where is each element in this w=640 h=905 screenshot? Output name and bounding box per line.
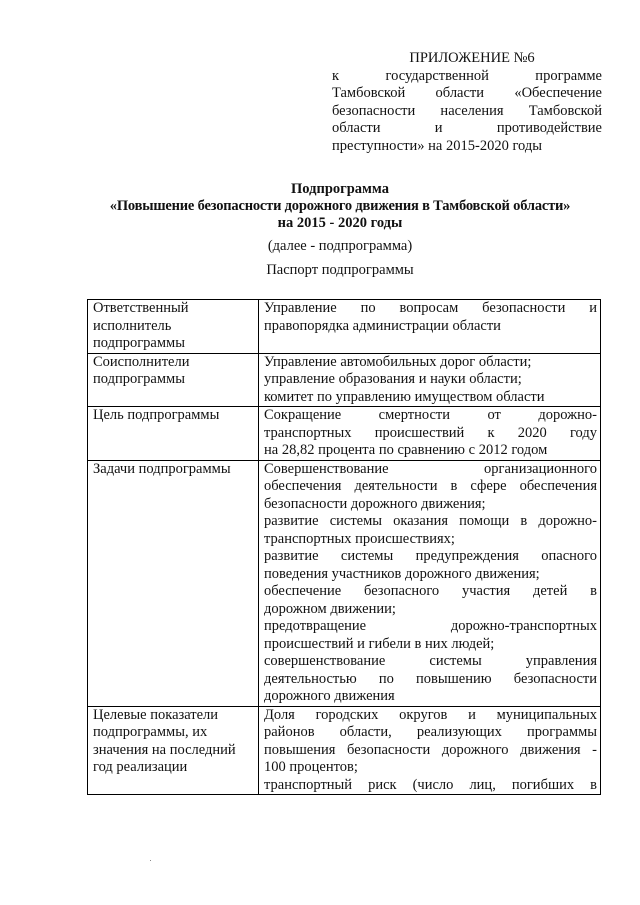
passport-title: Паспорт подпрограммы — [266, 262, 414, 278]
row-value: Управление по вопросам безопасности и правопорядка администрации области — [259, 300, 601, 354]
subprogram-note: (далее - подпрограмма) — [267, 238, 413, 254]
appendix-line: области и противодействие — [332, 120, 602, 136]
row-label: Цель подпрограммы — [88, 407, 259, 461]
table-row — [88, 706, 601, 795]
scan-speck — [150, 860, 151, 861]
table-row — [88, 300, 601, 354]
subprogram-years: на 2015 - 2020 годы — [277, 215, 403, 231]
passport-table — [87, 299, 601, 795]
row-label: Задачи подпрограммы — [88, 460, 259, 706]
subprogram-name: «Повышение безопасности дорожного движения в Тамбовской области» — [109, 198, 571, 214]
appendix-line: к государственной программе — [332, 67, 602, 84]
row-value: Управление автомобильных дорог области; управление образования и науки области; комитет по управлению имуществом области — [259, 353, 601, 407]
table-row — [88, 460, 601, 706]
row-value: Доля городских округов и муниципальных районов области, реализующих программы повышения безопасности дорожного движения - 100 процентов; транспортный риск (число лиц, погибших в — [259, 706, 601, 795]
table-row — [88, 407, 601, 461]
appendix-line: Тамбовской области «Обеспечение — [332, 85, 602, 101]
row-value: Сокращение смертности от дорожно- транспортных происшествий к 2020 году на 28,82 процента по сравнению с 2012 годом — [259, 407, 601, 461]
appendix-header — [332, 50, 602, 155]
row-label: Ответственный исполнитель подпрограммы — [88, 300, 259, 354]
table-row — [88, 353, 601, 407]
row-label: Соисполнители подпрограммы — [88, 353, 259, 407]
row-value: Совершенствование организационного обеспечения деятельности в сфере обеспечения безопасности дорожного движения; развитие системы оказания помощи в дорожно- транспортных происшествиях; развитие системы предупреждения опасного поведения участников дорожного движения; обеспечение безопасного участия детей в дорожном движении; предотвращение дорожно-транспортных происшествий и гибели в них людей; совершенствование системы управления деятельностью по повышению безопасности дорожного движения — [259, 460, 601, 706]
row-label: Целевые показатели подпрограммы, их значения на последний год реализации — [88, 706, 259, 795]
appendix-number: ПРИЛОЖЕНИЕ №6 — [409, 50, 535, 66]
subprogram-heading: Подпрограмма — [291, 181, 389, 197]
appendix-line: безопасности населения Тамбовской — [332, 102, 602, 119]
appendix-line: преступности» на 2015-2020 годы — [332, 137, 542, 154]
